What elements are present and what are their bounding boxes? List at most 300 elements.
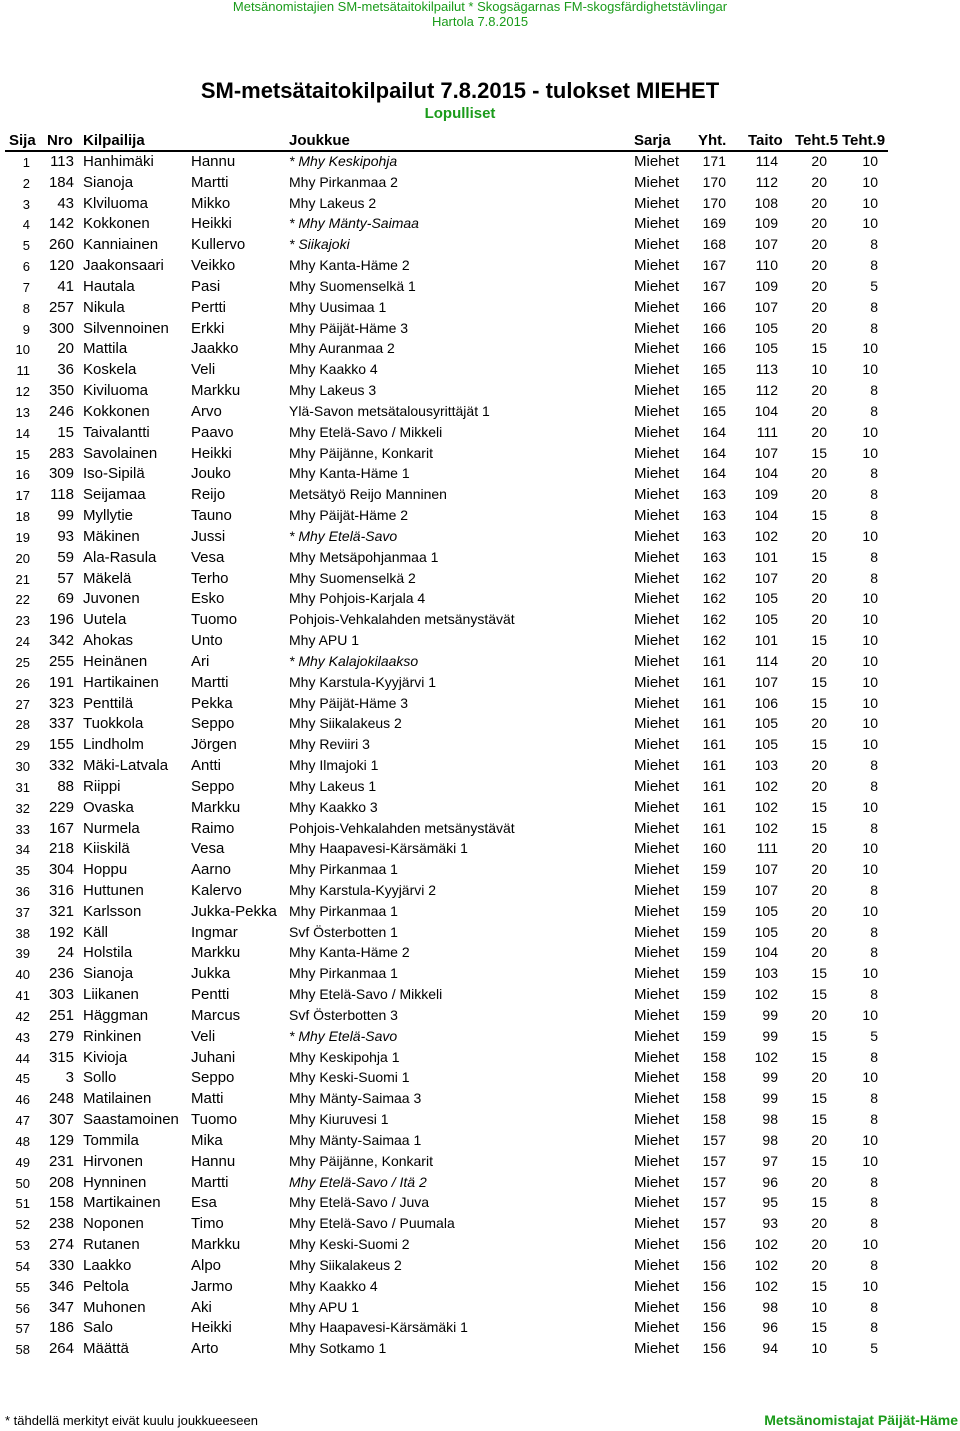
- cell-sarja: Miehet: [634, 382, 680, 400]
- table-row: [0, 838, 960, 859]
- cell-yht: 156: [702, 1256, 726, 1273]
- cell-nro: 43: [57, 194, 74, 212]
- cell-kilpailija: Holstila: [83, 944, 133, 962]
- cell-kilpailija: Huttunen: [83, 881, 144, 899]
- cell-sija: 42: [15, 1008, 30, 1024]
- cell-teht5: 20: [811, 1069, 827, 1086]
- cell-teht9: 8: [870, 1194, 878, 1211]
- cell-kilpailija: Nikula: [83, 298, 125, 316]
- cell-taito: 114: [755, 153, 778, 169]
- cell-kilpailija: Mattila: [83, 340, 128, 358]
- cell-teht9: 10: [862, 1006, 878, 1023]
- cell-teht5: 15: [811, 507, 827, 524]
- cell-teht9: 10: [862, 194, 878, 211]
- cell-yht: 161: [702, 715, 726, 732]
- cell-teht9: 8: [870, 757, 878, 774]
- table-row: [0, 693, 960, 714]
- cell-teht5: 20: [811, 1215, 827, 1232]
- cell-nro: 20: [57, 340, 74, 358]
- cell-joukkue: Mhy Pirkanmaa 1: [289, 861, 398, 878]
- cell-nro: 246: [48, 402, 74, 420]
- cell-kilpailija: Myllytie: [83, 507, 134, 525]
- table-row: [0, 609, 960, 630]
- cell-sarja: Miehet: [634, 861, 680, 879]
- cell-sija: 31: [15, 779, 30, 795]
- cell-kilpailija: Hautala: [83, 277, 135, 295]
- cell-sarja: Miehet: [634, 340, 680, 358]
- cell-taito: 107: [754, 298, 778, 315]
- cell-sija: 16: [15, 467, 30, 483]
- cell-sija: 54: [15, 1258, 30, 1274]
- cell-etunimi: Veli: [191, 361, 216, 379]
- cell-taito: 103: [754, 757, 778, 774]
- cell-nro: 3: [65, 1069, 74, 1087]
- col-nro: Nro: [47, 132, 73, 149]
- cell-teht9: 8: [870, 507, 878, 524]
- cell-joukkue: Mhy Kanta-Häme 1: [289, 465, 410, 482]
- cell-sija: 52: [15, 1217, 30, 1233]
- table-row: [0, 422, 960, 443]
- cell-yht: 163: [702, 507, 726, 524]
- cell-kilpailija: Salo: [83, 1319, 114, 1337]
- cell-yht: 161: [702, 798, 726, 815]
- cell-joukkue: Mhy Pohjois-Karjala 4: [289, 590, 426, 607]
- cell-etunimi: Erkki: [191, 319, 225, 337]
- cell-teht5: 20: [811, 902, 827, 919]
- cell-joukkue: Mhy Päijät-Häme 3: [289, 694, 409, 711]
- cell-etunimi: Raimo: [191, 819, 235, 837]
- cell-teht9: 10: [862, 527, 878, 544]
- cell-sija: 23: [15, 613, 30, 629]
- cell-kilpailija: Kivioja: [83, 1048, 128, 1066]
- cell-teht9: 10: [862, 861, 878, 878]
- cell-etunimi: Hannu: [191, 1152, 236, 1170]
- cell-yht: 169: [702, 215, 726, 232]
- cell-yht: 158: [702, 1090, 726, 1107]
- cell-joukkue: Mhy Reviiri 3: [289, 736, 370, 753]
- table-row: [0, 151, 960, 172]
- cell-sija: 32: [15, 800, 30, 816]
- cell-kilpailija: Saastamoinen: [83, 1111, 179, 1129]
- cell-taito: 111: [756, 840, 778, 857]
- cell-etunimi: Markku: [191, 798, 241, 816]
- cell-joukkue: Mhy Keski-Suomi 1: [289, 1069, 410, 1086]
- cell-teht5: 20: [811, 1173, 827, 1190]
- cell-taito: 102: [754, 1048, 778, 1065]
- cell-sija: 57: [15, 1321, 30, 1337]
- cell-taito: 99: [762, 1069, 778, 1086]
- cell-etunimi: Martti: [191, 173, 229, 191]
- cell-teht5: 15: [811, 444, 827, 461]
- cell-sarja: Miehet: [634, 569, 680, 587]
- cell-sarja: Miehet: [634, 1048, 680, 1066]
- col-sija: Sija: [9, 132, 36, 149]
- cell-etunimi: Jörgen: [191, 736, 237, 754]
- cell-sarja: Miehet: [634, 944, 680, 962]
- results-table: [0, 151, 960, 1359]
- cell-sija: 22: [15, 592, 30, 608]
- cell-kilpailija: Penttilä: [83, 694, 134, 712]
- cell-taito: 108: [754, 194, 778, 211]
- cell-joukkue: Mhy Siikalakeus 2: [289, 715, 402, 732]
- cell-teht9: 5: [870, 1027, 878, 1044]
- cell-sija: 40: [15, 967, 30, 983]
- table-row: [0, 1255, 960, 1276]
- table-row: [0, 1109, 960, 1130]
- cell-teht5: 15: [811, 1048, 827, 1065]
- cell-sarja: Miehet: [634, 881, 680, 899]
- cell-taito: 102: [754, 819, 778, 836]
- cell-teht9: 8: [870, 382, 878, 399]
- table-row: [0, 1276, 960, 1297]
- cell-teht9: 8: [870, 1215, 878, 1232]
- cell-kilpailija: Tommila: [83, 1131, 139, 1149]
- cell-teht9: 8: [870, 1173, 878, 1190]
- cell-sarja: Miehet: [634, 1215, 680, 1233]
- cell-nro: 274: [48, 1236, 74, 1254]
- cell-sija: 56: [15, 1300, 30, 1316]
- cell-kilpailija: Peltola: [83, 1277, 129, 1295]
- cell-yht: 167: [702, 257, 726, 274]
- cell-taito: 109: [754, 486, 778, 503]
- cell-taito: 99: [762, 1090, 778, 1107]
- cell-kilpailija: Klviluoma: [83, 194, 149, 212]
- cell-kilpailija: Kiviluoma: [83, 382, 149, 400]
- cell-sarja: Miehet: [634, 965, 680, 983]
- cell-taito: 112: [755, 173, 778, 190]
- cell-sija: 46: [15, 1092, 30, 1108]
- cell-yht: 162: [702, 569, 726, 586]
- cell-taito: 107: [754, 569, 778, 586]
- cell-kilpailija: Muhonen: [83, 1298, 146, 1316]
- cell-sarja: Miehet: [634, 1027, 680, 1045]
- cell-taito: 96: [762, 1319, 778, 1336]
- cell-joukkue: Mhy Etelä-Savo / Juva: [289, 1194, 430, 1211]
- cell-teht9: 10: [862, 902, 878, 919]
- cell-sarja: Miehet: [634, 673, 680, 691]
- cell-kilpailija: Kokkonen: [83, 402, 150, 420]
- table-row: [0, 797, 960, 818]
- table-row: [0, 1297, 960, 1318]
- cell-joukkue: Mhy Lakeus 1: [289, 777, 377, 794]
- cell-sarja: Miehet: [634, 402, 680, 420]
- cell-teht9: 8: [870, 236, 878, 253]
- table-row: [0, 443, 960, 464]
- col-teht9: Teht.9: [842, 132, 886, 149]
- cell-yht: 162: [702, 632, 726, 649]
- cell-yht: 165: [702, 402, 726, 419]
- cell-etunimi: Antti: [191, 757, 222, 775]
- cell-yht: 159: [702, 902, 726, 919]
- cell-teht5: 20: [811, 527, 827, 544]
- cell-nro: 283: [48, 444, 74, 462]
- cell-joukkue: Mhy Kaakko 3: [289, 798, 378, 815]
- cell-teht5: 15: [811, 965, 827, 982]
- cell-sija: 41: [15, 988, 30, 1004]
- table-row: [0, 942, 960, 963]
- cell-teht9: 8: [870, 486, 878, 503]
- cell-yht: 164: [702, 465, 726, 482]
- cell-yht: 163: [702, 548, 726, 565]
- cell-sija: 43: [15, 1029, 30, 1045]
- page-title: SM-metsätaitokilpailut 7.8.2015 - tulokset MIEHET: [200, 78, 720, 103]
- cell-sarja: Miehet: [634, 923, 680, 941]
- table-row: [0, 547, 960, 568]
- cell-kilpailija: Ala-Rasula: [83, 548, 157, 566]
- cell-joukkue: * Mhy Mänty-Saimaa: [289, 215, 419, 232]
- cell-sarja: Miehet: [634, 298, 680, 316]
- cell-joukkue: Mhy Uusimaa 1: [289, 298, 387, 315]
- cell-taito: 102: [754, 798, 778, 815]
- cell-taito: 105: [754, 319, 778, 336]
- table-row: [0, 1067, 960, 1088]
- cell-kilpailija: Mäkelä: [83, 569, 132, 587]
- cell-etunimi: Martti: [191, 673, 229, 691]
- cell-teht9: 8: [870, 944, 878, 961]
- cell-sarja: Miehet: [634, 777, 680, 795]
- cell-nro: 158: [48, 1194, 74, 1212]
- cell-nro: 208: [48, 1173, 74, 1191]
- header-line-1: Metsänomistajien SM-metsätaitokilpailut * Skogsägarnas FM-skogsfärdighetstävlingar: [232, 0, 728, 14]
- cell-taito: 105: [754, 340, 778, 357]
- cell-joukkue: Mhy Pirkanmaa 1: [289, 902, 398, 919]
- col-sarja: Sarja: [634, 132, 671, 149]
- cell-nro: 257: [48, 298, 74, 316]
- cell-nro: 346: [48, 1277, 74, 1295]
- cell-joukkue: Mhy Päijänne, Konkarit: [289, 444, 433, 461]
- cell-etunimi: Heikki: [191, 444, 232, 462]
- cell-taito: 102: [754, 986, 778, 1003]
- cell-nro: 41: [57, 277, 74, 295]
- cell-teht5: 15: [811, 340, 827, 357]
- cell-nro: 264: [48, 1340, 74, 1358]
- cell-kilpailija: Ahokas: [83, 632, 134, 650]
- cell-yht: 157: [702, 1173, 726, 1190]
- cell-nro: 184: [48, 173, 74, 191]
- cell-kilpailija: Karlsson: [83, 902, 142, 920]
- cell-sija: 51: [15, 1196, 30, 1212]
- cell-yht: 159: [702, 861, 726, 878]
- cell-sija: 18: [15, 509, 30, 525]
- page-subtitle: Lopulliset: [424, 105, 496, 122]
- cell-teht9: 10: [862, 173, 878, 190]
- cell-sarja: Miehet: [634, 652, 680, 670]
- cell-etunimi: Arto: [191, 1340, 219, 1358]
- cell-joukkue: Pohjois-Vehkalahden metsänystävät: [289, 611, 515, 628]
- cell-nro: 315: [48, 1048, 74, 1066]
- cell-taito: 102: [754, 527, 778, 544]
- col-yht: Yht.: [698, 132, 727, 149]
- table-row: [0, 880, 960, 901]
- cell-taito: 112: [755, 382, 778, 399]
- cell-joukkue: Mhy APU 1: [289, 632, 360, 649]
- cell-sarja: Miehet: [634, 757, 680, 775]
- cell-nro: 118: [50, 486, 74, 504]
- cell-sija: 30: [15, 759, 30, 775]
- col-joukkue: Joukkue: [289, 132, 350, 149]
- col-kilpailija: Kilpailija: [83, 132, 145, 149]
- cell-teht9: 10: [862, 215, 878, 232]
- cell-etunimi: Kullervo: [191, 236, 246, 254]
- cell-yht: 165: [702, 382, 726, 399]
- table-row: [0, 651, 960, 672]
- table-row: [0, 213, 960, 234]
- cell-etunimi: Vesa: [191, 548, 225, 566]
- cell-joukkue: Mhy Päijänne, Konkarit: [289, 1152, 433, 1169]
- cell-etunimi: Aki: [191, 1298, 212, 1316]
- cell-etunimi: Jukka-Pekka: [191, 902, 277, 920]
- cell-taito: 105: [754, 611, 778, 628]
- cell-teht9: 10: [862, 632, 878, 649]
- cell-yht: 164: [702, 444, 726, 461]
- cell-etunimi: Juhani: [191, 1048, 236, 1066]
- cell-sarja: Miehet: [634, 611, 680, 629]
- cell-etunimi: Arvo: [191, 402, 222, 420]
- cell-joukkue: Mhy Haapavesi-Kärsämäki 1: [289, 1319, 468, 1336]
- cell-etunimi: Alpo: [191, 1256, 222, 1274]
- cell-teht9: 8: [870, 881, 878, 898]
- cell-sija: 44: [15, 1050, 30, 1066]
- cell-teht5: 20: [811, 319, 827, 336]
- cell-etunimi: Tuomo: [191, 611, 238, 629]
- cell-kilpailija: Liikanen: [83, 986, 139, 1004]
- cell-sija: 37: [15, 904, 30, 920]
- cell-nro: 236: [48, 965, 74, 983]
- cell-etunimi: Esko: [191, 590, 225, 608]
- cell-teht9: 10: [862, 611, 878, 628]
- cell-teht9: 8: [870, 298, 878, 315]
- cell-sarja: Miehet: [634, 632, 680, 650]
- cell-sarja: Miehet: [634, 465, 680, 483]
- cell-etunimi: Seppo: [191, 777, 235, 795]
- cell-etunimi: Unto: [191, 632, 223, 650]
- cell-teht5: 20: [811, 611, 827, 628]
- cell-taito: 106: [754, 694, 778, 711]
- cell-taito: 98: [762, 1298, 778, 1315]
- cell-nro: 332: [48, 757, 74, 775]
- cell-nro: 24: [57, 944, 74, 962]
- cell-yht: 165: [702, 361, 726, 378]
- cell-kilpailija: Heinänen: [83, 652, 148, 670]
- cell-sarja: Miehet: [634, 1319, 680, 1337]
- table-row: [0, 1005, 960, 1026]
- cell-nro: 167: [48, 819, 74, 837]
- table-row: [0, 1317, 960, 1338]
- cell-sija: 34: [15, 842, 30, 858]
- cell-yht: 159: [702, 881, 726, 898]
- cell-teht5: 20: [811, 277, 827, 294]
- cell-taito: 104: [754, 402, 778, 419]
- cell-taito: 109: [754, 277, 778, 294]
- cell-sija: 9: [22, 321, 30, 337]
- cell-sarja: Miehet: [634, 548, 680, 566]
- cell-teht9: 8: [870, 548, 878, 565]
- cell-etunimi: Martti: [191, 1173, 229, 1191]
- cell-sarja: Miehet: [634, 423, 680, 441]
- cell-taito: 102: [754, 1277, 778, 1294]
- cell-kilpailija: Tuokkola: [83, 715, 144, 733]
- cell-yht: 157: [702, 1215, 726, 1232]
- cell-teht5: 20: [811, 944, 827, 961]
- cell-kilpailija: Hoppu: [83, 861, 128, 879]
- cell-nro: 279: [48, 1027, 74, 1045]
- cell-teht5: 15: [811, 798, 827, 815]
- cell-sija: 21: [15, 571, 30, 587]
- cell-yht: 159: [702, 1006, 726, 1023]
- cell-kilpailija: Mäkinen: [83, 527, 140, 545]
- table-row: [0, 818, 960, 839]
- cell-sarja: Miehet: [634, 319, 680, 337]
- cell-taito: 105: [754, 590, 778, 607]
- cell-nro: 36: [57, 361, 74, 379]
- cell-teht5: 20: [811, 1236, 827, 1253]
- cell-taito: 104: [754, 944, 778, 961]
- cell-teht5: 20: [811, 257, 827, 274]
- cell-sija: 10: [15, 342, 30, 358]
- cell-taito: 107: [754, 881, 778, 898]
- cell-taito: 94: [762, 1340, 778, 1357]
- cell-sarja: Miehet: [634, 1194, 680, 1212]
- cell-sija: 4: [22, 217, 30, 233]
- cell-yht: 156: [702, 1298, 726, 1315]
- cell-etunimi: Reijo: [191, 486, 226, 504]
- cell-taito: 93: [762, 1215, 778, 1232]
- cell-sija: 26: [15, 675, 30, 691]
- cell-teht5: 15: [811, 1194, 827, 1211]
- cell-teht5: 15: [811, 548, 827, 565]
- cell-teht9: 8: [870, 465, 878, 482]
- cell-teht5: 15: [811, 1111, 827, 1128]
- cell-etunimi: Marcus: [191, 1006, 241, 1024]
- cell-sija: 53: [15, 1238, 30, 1254]
- cell-teht9: 10: [862, 715, 878, 732]
- cell-yht: 171: [702, 153, 726, 169]
- cell-kilpailija: Matilainen: [83, 1090, 152, 1108]
- cell-sarja: Miehet: [634, 507, 680, 525]
- cell-kilpailija: Riippi: [83, 777, 121, 795]
- cell-etunimi: Markku: [191, 944, 241, 962]
- cell-teht5: 20: [811, 194, 827, 211]
- cell-etunimi: Markku: [191, 382, 241, 400]
- cell-kilpailija: Hanhimäki: [83, 153, 154, 170]
- table-row: [0, 318, 960, 339]
- cell-teht9: 8: [870, 1111, 878, 1128]
- cell-kilpailija: Kokkonen: [83, 215, 150, 233]
- table-row: [0, 1338, 960, 1359]
- table-row: [0, 1047, 960, 1068]
- cell-nro: 120: [48, 257, 74, 275]
- cell-kilpailija: Sollo: [83, 1069, 117, 1087]
- table-row: [0, 297, 960, 318]
- cell-etunimi: Seppo: [191, 715, 235, 733]
- cell-nro: 330: [48, 1256, 74, 1274]
- cell-taito: 107: [754, 673, 778, 690]
- cell-teht9: 10: [862, 673, 878, 690]
- cell-sija: 55: [15, 1279, 30, 1295]
- table-row: [0, 484, 960, 505]
- cell-sija: 39: [15, 946, 30, 962]
- cell-yht: 161: [702, 757, 726, 774]
- cell-yht: 163: [702, 486, 726, 503]
- cell-teht5: 15: [811, 1152, 827, 1169]
- cell-teht9: 10: [862, 423, 878, 440]
- cell-joukkue: Mhy Etelä-Savo / Mikkeli: [289, 986, 443, 1003]
- cell-yht: 162: [702, 611, 726, 628]
- cell-taito: 110: [755, 257, 778, 274]
- cell-joukkue: Mhy Suomenselkä 1: [289, 277, 416, 294]
- table-row: [0, 1151, 960, 1172]
- cell-teht9: 10: [862, 1236, 878, 1253]
